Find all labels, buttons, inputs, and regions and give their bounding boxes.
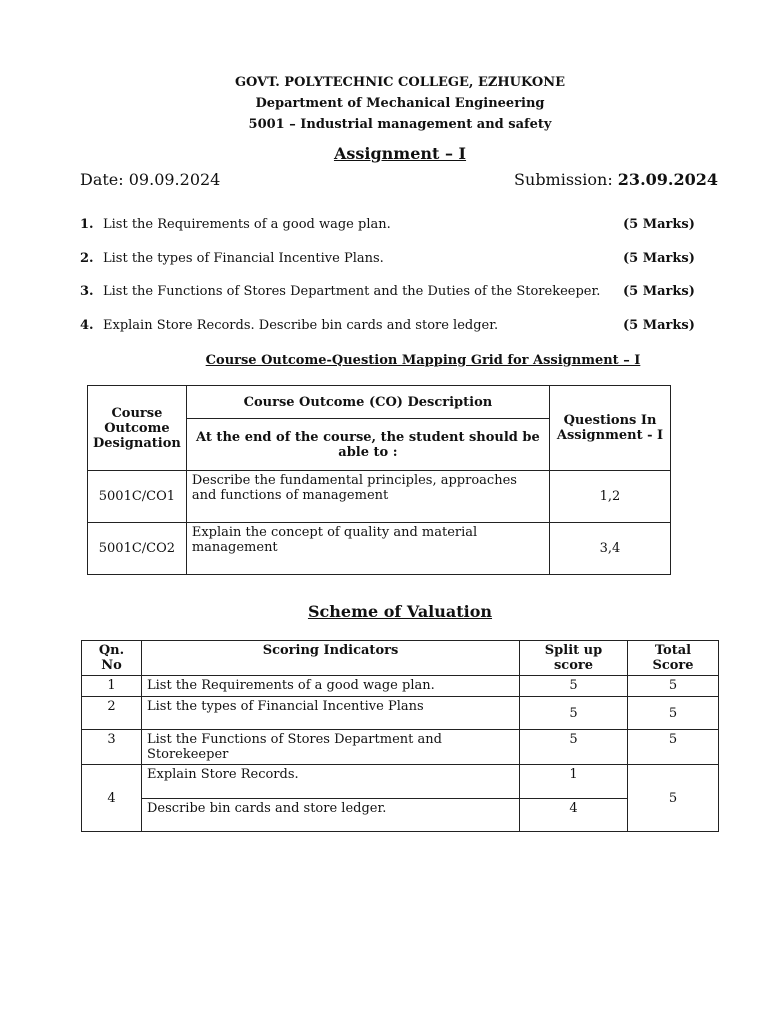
table-header-row xyxy=(88,386,671,419)
total-cell: 5 xyxy=(628,765,719,832)
table-row xyxy=(88,471,671,523)
indicator-cell: Explain Store Records. xyxy=(142,765,520,799)
indicator-cell: List the Functions of Stores Department and Storekeeper xyxy=(142,730,520,765)
table-row xyxy=(82,730,719,765)
department-name: Department of Mechanical Engineering xyxy=(255,96,545,111)
split-header: Split up score xyxy=(520,641,628,676)
total-header: Total Score xyxy=(628,641,719,676)
qn-cell: 4 xyxy=(82,765,142,832)
assignment-date: Date: 09.09.2024 xyxy=(80,170,221,189)
split-cell: 4 xyxy=(520,799,628,832)
table-row xyxy=(88,523,671,575)
split-cell: 5 xyxy=(520,730,628,765)
question-marks: (5 Marks) xyxy=(623,217,695,232)
scheme-title: Scheme of Valuation xyxy=(307,602,493,621)
co-questions: 1,2 xyxy=(550,471,671,523)
question-marks: (5 Marks) xyxy=(623,318,695,333)
table-row xyxy=(82,765,719,799)
table-header-row xyxy=(82,641,719,676)
total-cell: 5 xyxy=(628,730,719,765)
qn-cell: 3 xyxy=(82,730,142,765)
question-marks: (5 Marks) xyxy=(623,284,695,299)
qn-cell: 1 xyxy=(82,676,142,697)
indicator-cell: List the types of Financial Incentive Plans xyxy=(142,697,520,730)
co-code: 5001C/CO2 xyxy=(88,523,187,575)
co-code: 5001C/CO1 xyxy=(88,471,187,523)
total-cell: 5 xyxy=(628,676,719,697)
question-text: List the Requirements of a good wage plan. xyxy=(103,217,391,232)
question-marks: (5 Marks) xyxy=(623,251,695,266)
questions-header: Questions In Assignment - I xyxy=(550,386,671,471)
co-description: Describe the fundamental principles, approaches and functions of management xyxy=(186,471,549,523)
split-cell: 5 xyxy=(520,697,628,730)
co-grid-title: Course Outcome-Question Mapping Grid for Assignment – I xyxy=(205,353,641,368)
table-row xyxy=(82,799,719,832)
question-number: 2. xyxy=(80,251,94,266)
co-description: Explain the concept of quality and material management xyxy=(186,523,549,575)
split-cell: 1 xyxy=(520,765,628,799)
qn-header: Qn. No xyxy=(82,641,142,676)
course-name: 5001 – Industrial management and safety xyxy=(248,117,552,132)
co-description-header: Course Outcome (CO) Description xyxy=(186,386,549,419)
question-number: 1. xyxy=(80,217,94,232)
college-name: GOVT. POLYTECHNIC COLLEGE, EZHUKONE xyxy=(234,75,566,90)
indicator-cell: Describe bin cards and store ledger. xyxy=(142,799,520,832)
submission-date xyxy=(514,170,718,189)
total-cell: 5 xyxy=(628,697,719,730)
indicator-cell: List the Requirements of a good wage plan. xyxy=(142,676,520,697)
co-questions: 3,4 xyxy=(550,523,671,575)
submission-label: Submission: xyxy=(514,170,618,189)
question-number: 3. xyxy=(80,284,94,299)
question-text: List the types of Financial Incentive Plans. xyxy=(103,251,384,266)
indicators-header: Scoring Indicators xyxy=(142,641,520,676)
submission-date-value: 23.09.2024 xyxy=(617,170,718,189)
table-row xyxy=(82,697,719,730)
table-row xyxy=(82,676,719,697)
co-designation-header: Course Outcome Designation xyxy=(88,386,187,471)
co-description-subheader: At the end of the course, the student should be able to : xyxy=(186,419,549,471)
split-cell: 5 xyxy=(520,676,628,697)
question-number: 4. xyxy=(80,318,94,333)
question-text: List the Functions of Stores Department and the Duties of the Storekeeper. xyxy=(103,284,601,299)
co-mapping-table xyxy=(87,385,671,575)
question-text: Explain Store Records. Describe bin cards and store ledger. xyxy=(103,318,499,333)
scheme-of-valuation-table xyxy=(81,640,719,832)
qn-cell: 2 xyxy=(82,697,142,730)
assignment-title: Assignment – I xyxy=(333,144,467,163)
